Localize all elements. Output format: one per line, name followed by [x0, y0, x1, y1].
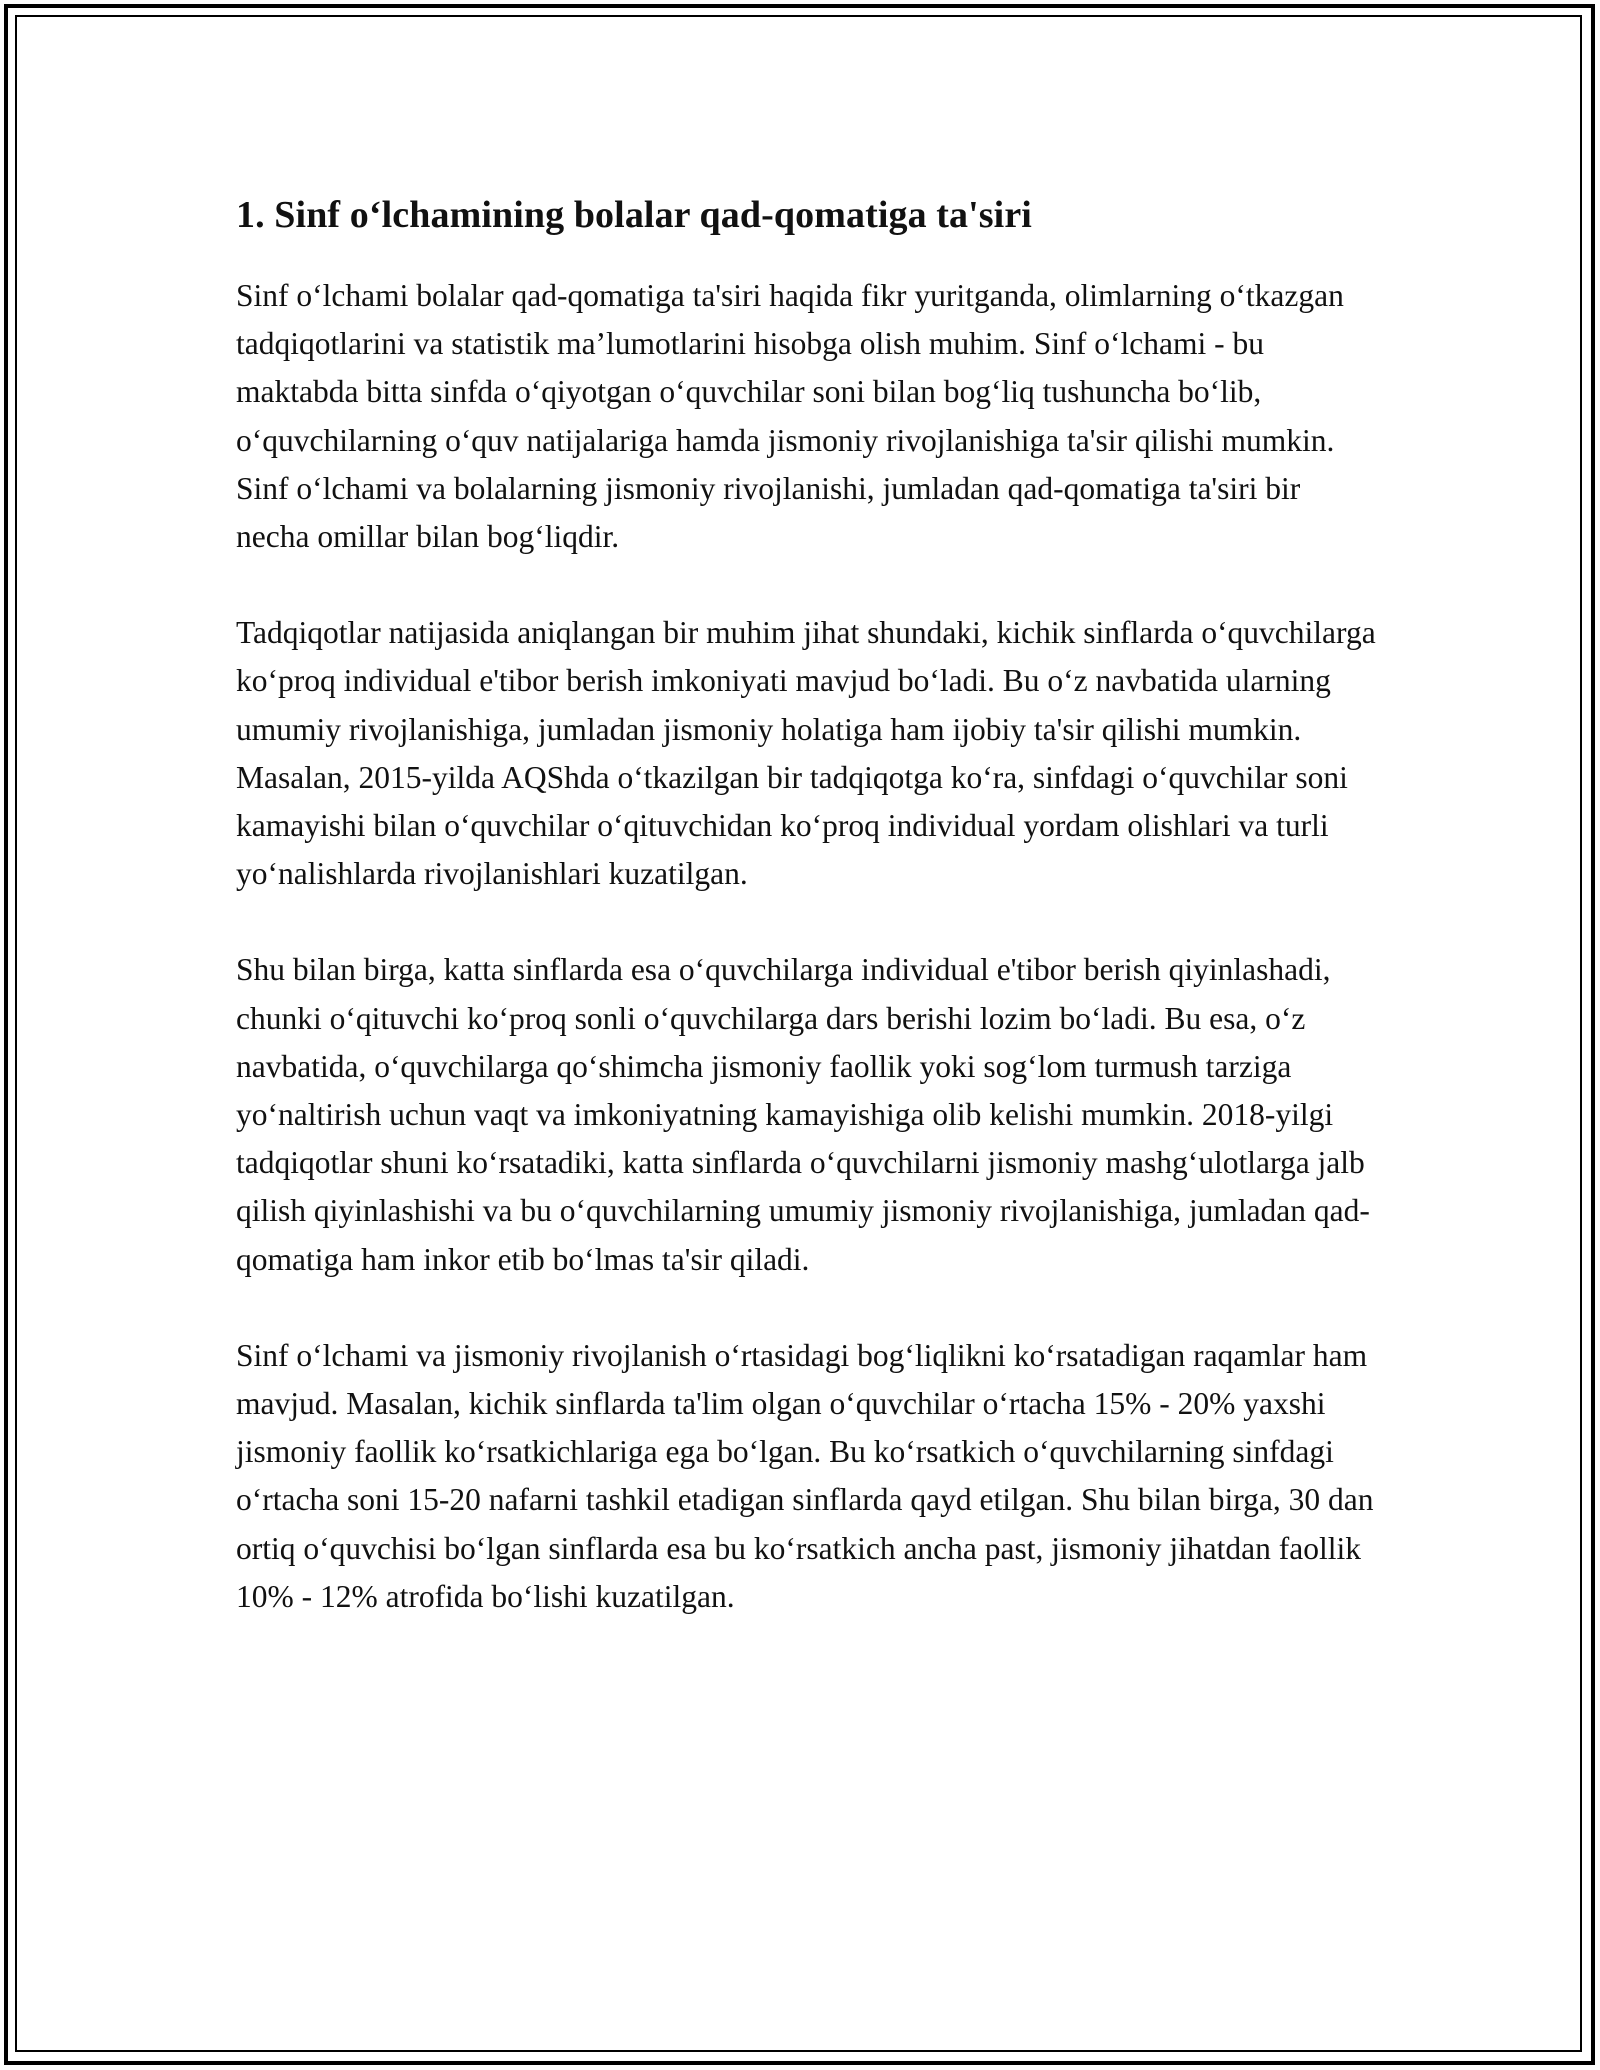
paragraph-1: Sinf o‘lchami bolalar qad-qomatiga ta'siri haqida fikr yuritganda, olimlarning o‘tkazgan tadqiqotlarini va statistik ma’lumotlarini hisobga olish muhim. Sinf o‘lchami - bu maktabda bitta sinfda o‘qiyotgan o‘quvchilar soni bilan bog‘liq tushuncha bo‘lib, o‘quvchilarning o‘quv natijalariga hamda jismoniy rivojlanishiga ta'sir qilishi mumkin. Sinf o‘lchami va bolalarning jismoniy rivojlanishi, jumladan qad-qomatiga ta'siri bir necha omillar bilan bog‘liqdir. — [236, 278, 1344, 555]
paragraph-3: Shu bilan birga, katta sinflarda esa o‘quvchilarga individual e'tibor berish qiyinlashadi, chunki o‘qituvchi ko‘proq sonli o‘quvchilarga dars berishi lozim bo‘ladi. Bu esa, o‘z navbatida, o‘quvchilarga qo‘shimcha jismoniy faollik yoki sog‘lom turmush tarziga yo‘naltirish uchun vaqt va imkoniyatning kamayishiga olib kelishi mumkin. 2018-yilgi tadqiqotlar shuni ko‘rsatadiki, katta sinflarda o‘quvchilarni jismoniy mashg‘ulotlarga jalb qilish qiyinlashishi va bu o‘quvchilarning umumiy jismoniy rivojlanishiga, jumladan qad-qomatiga ham inkor etib bo‘lmas ta'sir qiladi. — [236, 952, 1370, 1277]
section-heading: 1. Sinf o‘lchamining bolalar qad-qomatiga ta'siri — [236, 194, 1032, 236]
document-body — [236, 188, 1376, 1669]
paragraph-2: Tadqiqotlar natijasida aniqlangan bir muhim jihat shundaki, kichik sinflarda o‘quvchilarga ko‘proq individual e'tibor berish imkoniyati mavjud bo‘ladi. Bu o‘z navbatida ularning umumiy rivojlanishiga, jumladan jismoniy holatiga ham ijobiy ta'sir qilishi mumkin. Masalan, 2015-yilda AQShda o‘tkazilgan bir tadqiqotga ko‘ra, sinfdagi o‘quvchilar soni kamayishi bilan o‘quvchilar o‘qituvchidan ko‘proq individual yordam olishlari va turli yo‘nalishlarda rivojlanishlari kuzatilgan. — [236, 615, 1376, 892]
paragraph-4: Sinf o‘lchami va jismoniy rivojlanish o‘rtasidagi bog‘liqlikni ko‘rsatadigan raqamlar ham mavjud. Masalan, kichik sinflarda ta'lim olgan o‘quvchilar o‘rtacha 15% - 20% yaxshi jismoniy faollik ko‘rsatkichlariga ega bo‘lgan. Bu ko‘rsatkich o‘quvchilarning sinfdagi o‘rtacha soni 15-20 nafarni tashkil etadigan sinflarda qayd etilgan. Shu bilan birga, 30 dan ortiq o‘quvchisi bo‘lgan sinflarda esa bu ko‘rsatkich ancha past, jismoniy jihatdan faollik 10% - 12% atrofida bo‘lishi kuzatilgan. — [236, 1337, 1374, 1614]
